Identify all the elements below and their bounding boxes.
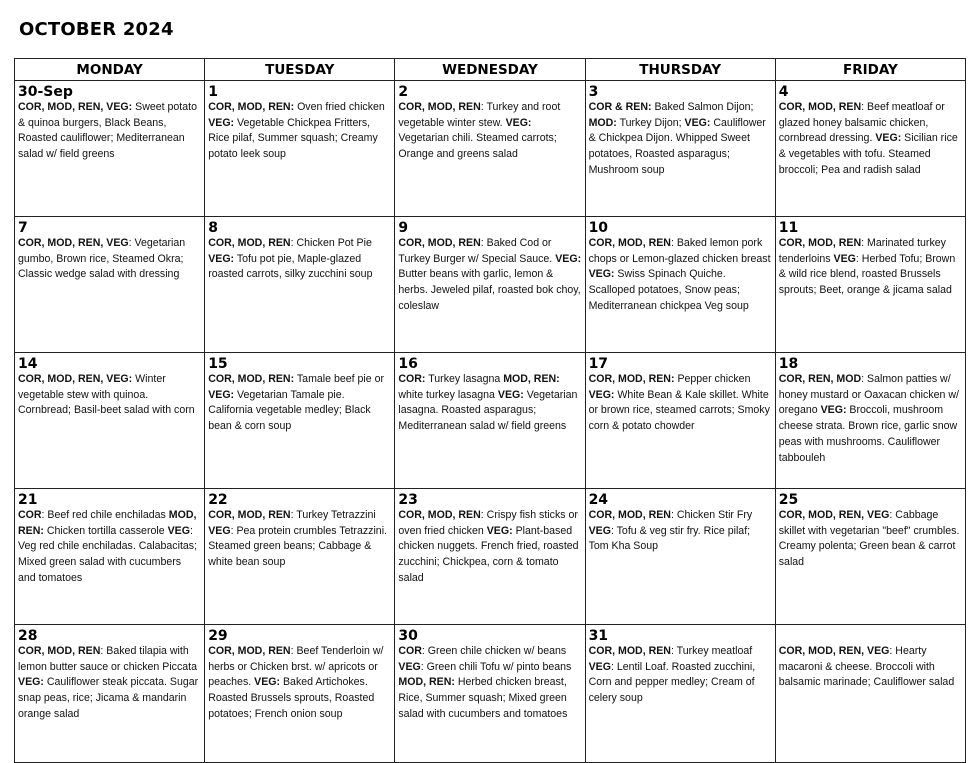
menu-item-text: Vegetable Chickpea Fritters, Rice pilaf, Summer squash; Creamy potato leek soup	[208, 116, 378, 161]
menu-item-text: : Chicken Pot Pie	[290, 237, 372, 249]
menu-item-text: Cauliflower & Chickpea Dijon. Whipped Sweet potatoes, Roasted asparagus; Mushroom soup	[588, 116, 766, 176]
diet-code-label: COR:	[398, 373, 426, 385]
menu-item-text: : Beef Tenderloin w/ herbs or Chicken brst. w/ apricots or peaches.	[208, 645, 384, 689]
diet-code-label: VEG	[833, 252, 856, 265]
day-cell	[775, 489, 965, 625]
menu-text	[18, 644, 201, 723]
day-cell	[205, 625, 395, 763]
diet-code-label: VEG:	[684, 116, 711, 129]
menu-item-text: : Baked lemon pork chops or Lemon-glazed chicken breast	[588, 237, 771, 265]
diet-code-label: VEG	[208, 524, 231, 537]
diet-code-label: COR & REN:	[588, 101, 652, 113]
menu-item-text: : Green chili Tofu w/ pinto beans	[420, 660, 572, 673]
menu-text	[398, 372, 581, 435]
week-row	[15, 625, 966, 763]
menu-text	[398, 236, 581, 315]
diet-code-label: VEG:	[820, 404, 847, 417]
diet-code-label: COR, MOD, REN	[208, 509, 291, 521]
menu-item-text: white turkey lasagna	[398, 388, 498, 401]
diet-code-label: VEG	[167, 524, 190, 537]
menu-text	[589, 100, 772, 179]
menu-item-text: : Lentil Loaf. Roasted zucchini, Corn and pepper medley; Cream of celery soup	[588, 660, 756, 705]
day-number: 14	[18, 356, 38, 372]
diet-code-label: VEG:	[505, 116, 532, 129]
diet-code-label: COR, REN, MOD	[778, 373, 862, 385]
diet-code-label: COR, MOD, REN:	[208, 373, 295, 385]
diet-code-label: VEG:	[486, 524, 513, 537]
menu-item-text: Winter vegetable stew with quinoa. Cornbread; Basil-beet salad with corn	[18, 373, 195, 417]
diet-code-label: VEG	[588, 660, 611, 673]
menu-text	[208, 508, 391, 571]
menu-text	[589, 644, 772, 707]
weekday-header-row	[15, 59, 966, 81]
day-number: 15	[208, 356, 228, 372]
page-title: OCTOBER 2024	[19, 19, 174, 40]
day-cell	[205, 81, 395, 217]
day-header-monday: MONDAY	[15, 59, 205, 81]
menu-item-text: Cauliflower steak piccata. Sugar snap peas, rice; Jicama & mandarin orange salad	[18, 676, 199, 720]
week-row	[15, 217, 966, 353]
diet-code-label: COR, MOD, REN	[398, 237, 481, 249]
week-row	[15, 489, 966, 625]
menu-text	[208, 100, 391, 163]
menu-item-text: : Pea protein crumbles Tetrazzini. Steamed green beans; Cabbage & white bean soup	[208, 524, 387, 569]
menu-text	[398, 100, 581, 163]
menu-text	[779, 100, 962, 179]
diet-code-label: COR, MOD, REN:	[588, 373, 675, 385]
menu-text	[779, 372, 962, 466]
day-number: 7	[18, 220, 28, 236]
day-number: 18	[778, 356, 799, 372]
day-cell	[775, 217, 965, 353]
day-cell	[585, 625, 775, 763]
calendar-body	[15, 81, 966, 763]
menu-item-text: Tofu pot pie, Maple-glazed roasted carrots, silky zucchini soup	[208, 252, 373, 281]
menu-item-text: : Baked tilapia with lemon butter sauce or chicken Piccata	[18, 645, 198, 673]
menu-item-text: Herbed chicken breast, Rice, Summer squash; Mixed green salad with cucumbers and tomatoes	[398, 676, 568, 720]
diet-code-label: COR, MOD, REN, VEG:	[18, 373, 133, 385]
diet-code-label: COR, MOD, REN	[588, 645, 671, 657]
menu-item-text: : Beef red chile enchiladas	[41, 509, 169, 521]
menu-text	[208, 372, 391, 435]
day-cell	[585, 353, 775, 489]
menu-item-text: Vegetarian lasagna. Roasted asparagus; Mediterranean salad w/ field greens	[398, 388, 578, 433]
menu-item-text: : Veg red chile enchiladas. Calabacitas; Mixed green salad with cucumbers and tomatoes	[18, 524, 198, 584]
menu-item-text: : Turkey meatloaf	[670, 645, 753, 657]
menu-item-text: : Baked Cod or Turkey Burger w/ Special Sauce.	[398, 237, 556, 265]
day-cell	[395, 217, 585, 353]
menu-item-text: Broccoli, mushroom cheese strata. Brown rice, garlic snow peas with mushrooms. Cauliflower tabbouleh	[778, 404, 958, 464]
menu-item-text: Sicilian rice & vegetables with tofu. Steamed broccoli; Pea and radish salad	[778, 132, 958, 176]
menu-text	[398, 508, 581, 587]
menu-item-text: Turkey Dijon;	[616, 116, 685, 129]
diet-code-label: COR, MOD, REN	[208, 237, 291, 249]
menu-text	[589, 372, 772, 435]
day-number: 30-Sep	[18, 84, 73, 100]
diet-code-label: MOD, REN:	[503, 373, 560, 385]
diet-code-label: COR, MOD, REN, VEG	[18, 237, 129, 249]
day-number: 1	[208, 84, 218, 100]
diet-code-label: COR, MOD, REN:	[208, 101, 295, 113]
menu-item-text: Oven fried chicken	[294, 101, 385, 113]
menu-item-text: Vegetarian chili. Steamed carrots; Orange and greens salad	[398, 132, 557, 161]
day-cell	[395, 489, 585, 625]
day-number: 23	[398, 492, 418, 508]
diet-code-label: COR, MOD, REN	[208, 645, 291, 657]
day-number: 29	[208, 628, 228, 644]
menu-item-text: Tamale beef pie or	[294, 373, 385, 385]
menu-item-text: Pepper chicken	[674, 373, 751, 385]
menu-text	[398, 644, 581, 723]
day-cell	[585, 489, 775, 625]
menu-item-text: : Crispy fish sticks or oven fried chicken	[398, 509, 578, 537]
day-number: 22	[208, 492, 228, 508]
day-cell	[15, 489, 205, 625]
week-row	[15, 81, 966, 217]
diet-code-label: VEG:	[18, 676, 44, 689]
menu-text	[208, 644, 391, 723]
menu-text	[18, 372, 201, 419]
menu-item-text: : Herbed Tofu; Brown & wild rice blend, roasted Brussels sprouts; Beet, orange & jicama salad	[778, 252, 956, 297]
diet-code-label: COR, MOD, REN	[18, 645, 101, 657]
menu-item-text: White Bean & Kale skillet. White or brown rice, steamed carrots; Smoky corn & potato chowder	[588, 388, 770, 433]
day-number: 3	[588, 84, 599, 100]
day-cell	[15, 625, 205, 763]
diet-code-label: VEG	[398, 660, 421, 673]
day-cell	[15, 217, 205, 353]
day-cell	[205, 353, 395, 489]
day-number: 2	[398, 84, 409, 100]
day-cell	[585, 217, 775, 353]
menu-item-text: Chicken tortilla casserole	[43, 524, 168, 537]
menu-item-text: : Hearty macaroni & cheese. Broccoli with balsamic marinade; Cauliflower salad	[778, 645, 955, 689]
day-number: 16	[398, 356, 418, 372]
day-cell	[395, 81, 585, 217]
menu-text	[589, 508, 772, 555]
diet-code-label: VEG:	[555, 252, 582, 265]
menu-text	[18, 508, 201, 587]
day-number: 24	[588, 492, 609, 508]
day-cell	[775, 625, 965, 763]
menu-item-text: : Vegetarian gumbo, Brown rice, Steamed Okra; Classic wedge salad with dressing	[18, 237, 186, 281]
day-number: 4	[778, 84, 789, 100]
day-cell	[205, 217, 395, 353]
diet-code-label: VEG:	[208, 388, 235, 401]
menu-text	[779, 644, 962, 691]
day-cell	[775, 81, 965, 217]
diet-code-label: VEG:	[208, 252, 235, 265]
menu-text	[589, 236, 772, 315]
menu-text	[779, 508, 962, 571]
diet-code-label: COR	[18, 509, 42, 521]
day-cell	[395, 625, 585, 763]
menu-text	[779, 236, 962, 299]
menu-item-text: Butter beans with garlic, lemon & herbs. Jeweled pilaf, roasted bok choy, coleslaw	[398, 268, 581, 312]
menu-item-text: : Beef meatloaf or glazed honey balsamic chicken, cornbread dressing.	[778, 101, 945, 145]
day-header-wednesday: WEDNESDAY	[395, 59, 585, 81]
diet-code-label: MOD, REN:	[398, 676, 455, 689]
menu-item-text: Vegetarian Tamale pie. California vegetable medley; Black bean & corn soup	[208, 388, 371, 433]
day-number: 31	[588, 628, 609, 644]
day-cell	[395, 353, 585, 489]
day-number: 17	[588, 356, 609, 372]
day-header-tuesday: TUESDAY	[205, 59, 395, 81]
diet-code-label: COR	[398, 645, 422, 657]
day-header-friday: FRIDAY	[775, 59, 965, 81]
diet-code-label: VEG:	[497, 388, 524, 401]
day-header-thursday: THURSDAY	[585, 59, 775, 81]
day-number: 11	[778, 220, 799, 236]
menu-item-text: Baked Salmon Dijon;	[651, 101, 754, 113]
day-number: 30	[398, 628, 418, 644]
diet-code-label: VEG:	[208, 116, 235, 129]
menu-item-text: : Cabbage skillet with vegetarian "beef" crumbles. Creamy polenta; Green bean & carrot salad	[778, 509, 960, 569]
menu-text	[18, 100, 201, 163]
day-cell	[585, 81, 775, 217]
menu-item-text: Plant-based chicken nuggets. French fried, roasted zucchini; Chickpea, corn & tomato salad	[398, 524, 579, 584]
diet-code-label: VEG	[588, 524, 611, 537]
menu-text	[208, 236, 391, 283]
menu-item-text: : Turkey and root vegetable winter stew.	[398, 101, 561, 129]
menu-item-text: : Salmon patties w/ honey mustard or Oaxacan chicken w/ oregano	[778, 373, 959, 417]
diet-code-label: VEG:	[588, 388, 615, 401]
menu-item-text: : Chicken Stir Fry	[670, 509, 753, 521]
diet-code-label: COR, MOD, REN	[778, 237, 862, 249]
diet-code-label: COR, MOD, REN, VEG:	[18, 101, 133, 113]
diet-code-label: COR, MOD, REN	[398, 101, 481, 113]
menu-item-text: : Turkey Tetrazzini	[290, 509, 376, 521]
day-number: 9	[398, 220, 409, 236]
menu-item-text: : Green chile chicken w/ beans	[421, 645, 567, 657]
day-number	[779, 628, 962, 644]
menu-item-text: : Marinated turkey tenderloins	[778, 237, 946, 265]
diet-code-label: COR, MOD, REN	[588, 237, 671, 249]
diet-code-label: MOD:	[588, 116, 617, 129]
week-row	[15, 353, 966, 489]
diet-code-label: MOD, REN:	[18, 509, 197, 537]
menu-item-text: Sweet potato & quinoa burgers, Black Beans, Roasted cauliflower; Mediterranean salad w/ field greens	[18, 101, 197, 161]
diet-code-label: VEG:	[588, 268, 615, 281]
day-number: 25	[778, 492, 799, 508]
menu-text	[18, 236, 201, 283]
diet-code-label: VEG:	[875, 132, 902, 145]
diet-code-label: COR, MOD, REN	[398, 509, 481, 521]
menu-calendar	[14, 58, 966, 763]
diet-code-label: COR, MOD, REN	[588, 509, 671, 521]
menu-item-text: Baked Artichokes. Roasted Brussels sprouts, Roasted potatoes; French onion soup	[208, 676, 375, 720]
day-cell	[775, 353, 965, 489]
day-number: 28	[18, 628, 38, 644]
menu-item-text: Turkey lasagna	[425, 373, 504, 385]
day-number: 8	[208, 220, 218, 236]
day-number: 21	[18, 492, 38, 508]
day-number: 10	[588, 220, 609, 236]
day-cell	[15, 353, 205, 489]
diet-code-label: VEG:	[254, 676, 281, 689]
menu-item-text: Swiss Spinach Quiche. Scalloped potatoes, Snow peas; Mediterranean chickpea Veg soup	[588, 268, 749, 312]
day-cell	[205, 489, 395, 625]
diet-code-label: COR, MOD, REN, VEG	[778, 645, 890, 657]
diet-code-label: COR, MOD, REN	[778, 101, 862, 113]
menu-item-text: : Tofu & veg stir fry. Rice pilaf; Tom Kha Soup	[588, 524, 751, 553]
day-cell	[15, 81, 205, 217]
diet-code-label: COR, MOD, REN, VEG	[778, 509, 890, 521]
